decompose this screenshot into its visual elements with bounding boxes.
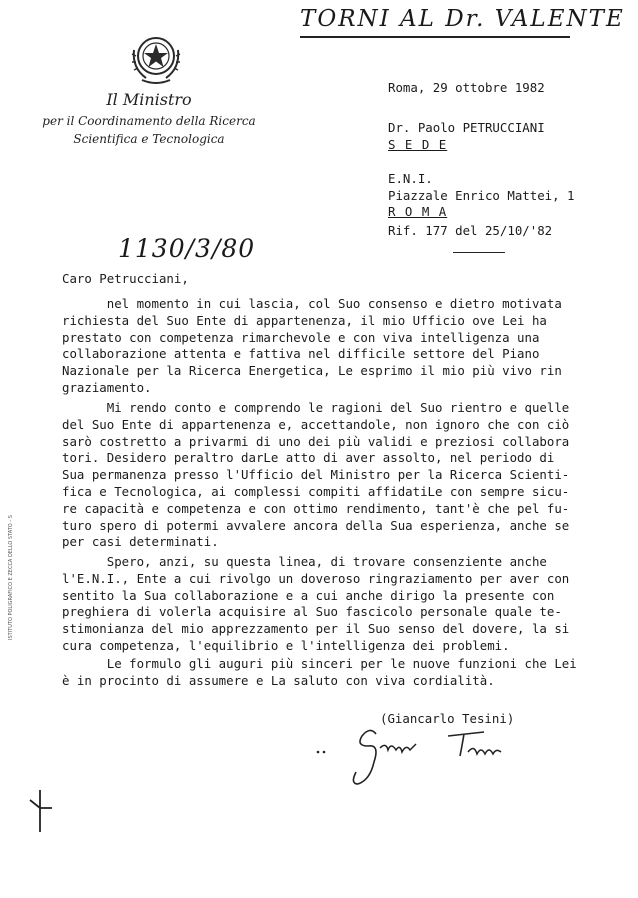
letterhead-title: Il Ministro (106, 90, 192, 109)
recipient-org: E.N.I. (388, 171, 433, 186)
handwritten-annotation: TORNI AL Dr. VALENTE (300, 6, 625, 32)
republic-emblem-icon (128, 30, 184, 88)
printer-imprint: ISTITUTO POLIGRAFICO E ZECCA DELLO STATO - S (8, 515, 14, 640)
recipient-address: Piazzale Enrico Mattei, 1 (388, 188, 575, 203)
letterhead-line2: per il Coordinamento della Ricerca (42, 114, 256, 128)
signature-mark (310, 722, 530, 792)
body-paragraph-1: nel momento in cui lascia, col Suo consenso e dietro motivata richiesta del Suo Ente di appartenenza, il mio Ufficio ove Lei ha prestato con competenza rimarchevole e con viva intelligenza una collaborazione attenta e fattiva nel difficile settore del Piano Nazionale per la Ricerca Energetica, Le esprimo il mio più vivo rin graziamento. (62, 296, 562, 395)
annotation-underline (300, 36, 570, 38)
salutation: Caro Petrucciani, (62, 271, 189, 286)
letterhead-line3: Scientifica e Tecnologica (73, 132, 225, 146)
recipient-sede: S E D E (388, 137, 448, 152)
body-paragraph-4: Le formulo gli auguri più sinceri per le nuove funzioni che Lei è in procinto di assumere e La saluto con viva cordialità. (62, 656, 577, 688)
body-paragraph-2: Mi rendo conto e comprendo le ragioni del Suo rientro e quelle del Suo Ente di appartenenza e, accettandole, non ignoro che con ciò sarò costretto a privarmi di uno dei più validi e preziosi collabora tori. Desidero peraltro darLe atto di aver assolto, nel periodo di Sua permanenza presso l'Ufficio del Ministro per la Ricerca Scienti- fica e Tecnologica, ai complessi compiti affidatiLe con sempre sicu- re capacità e competenza e con ottimo rendimento, tant'è che pel fu- turo spero di potermi avvalere ancora della Sua esperienza, anche se per casi determinati. (62, 400, 570, 550)
body-paragraph-3: Spero, anzi, su questa linea, di trovare consenziente anche l'E.N.I., Ente a cui rivolgo un doveroso ringraziamento per aver con sentito la Sua collaborazione e a cui anche dirigo la presente con preghiera di volerla acquisire al Suo fascicolo personale quale te- stimonianza del mio apprezzamento per il Suo senso del dovere, la si cura competenza, l'equilibrio e l'intelligenza dei problemi. (62, 554, 570, 653)
recipient-city: R O M A (388, 204, 448, 219)
reference-rule (453, 252, 505, 253)
margin-mark (26, 788, 56, 834)
signatory-name: (Giancarlo Tesini) (380, 711, 515, 726)
protocol-note: 1130/3/80 (118, 234, 256, 263)
reference-number: Rif. 177 del 25/10/'82 (388, 223, 553, 238)
place-date: Roma, 29 ottobre 1982 (388, 80, 545, 95)
recipient-name: Dr. Paolo PETRUCCIANI (388, 120, 545, 135)
